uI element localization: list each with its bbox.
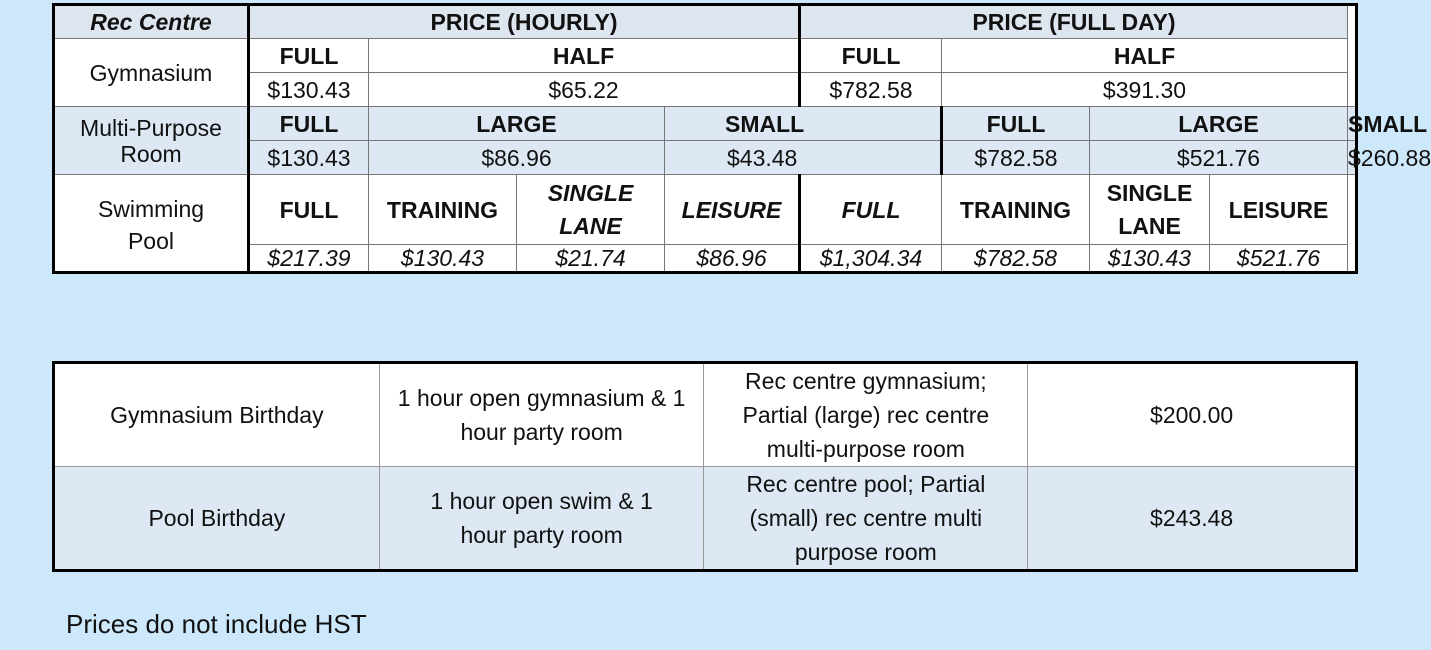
mpr-day-full-price: $782.58 [942,141,1090,175]
mpr-day-full-label: FULL [942,107,1090,141]
rec-centre-header: Rec Centre [54,5,249,39]
pool-hourly-single-line1: SINGLE [547,179,634,206]
mpr-day-large-label: LARGE [1090,107,1348,141]
birthday-row [54,363,1357,467]
gym-hourly-full-price: $130.43 [249,73,369,107]
pool-day-training-label: TRAINING [942,175,1090,245]
mpr-price-row [54,141,1357,175]
pool-hourly-training-label: TRAINING [369,175,517,245]
birthday-includes: 1 hour open swim & 1 hour party room [379,467,704,571]
header-row [54,5,1357,39]
pool-hourly-training-price: $130.43 [369,245,517,273]
mpr-label-row [54,107,1357,141]
gym-price-row [54,73,1357,107]
pool-day-full-label: FULL [800,175,942,245]
gymnasium-label: Gymnasium [54,39,249,107]
pool-price-row [54,245,1357,273]
gym-day-half-label: HALF [942,39,1348,73]
pool-hourly-leisure-label: LEISURE [665,175,800,245]
pool-day-single-lane-label [1090,175,1210,245]
gym-hourly-half-label: HALF [369,39,800,73]
pool-day-full-price: $1,304.34 [800,245,942,273]
birthday-name: Pool Birthday [54,467,380,571]
mpr-hourly-full-price: $130.43 [249,141,369,175]
pool-day-single-lane-price: $130.43 [1090,245,1210,273]
birthday-facilities: Rec centre gymnasium; Partial (large) rec centre multi-purpose room [704,363,1028,467]
mpr-hourly-small-price: $43.48 [665,141,942,175]
birthday-row [54,467,1357,571]
pool-day-single-line2: LANE [1118,212,1181,239]
pool-hourly-single-lane-price: $21.74 [517,245,665,273]
mpr-hourly-small-label: SMALL [665,107,942,141]
birthday-price: $243.48 [1028,467,1357,571]
pool-day-training-price: $782.58 [942,245,1090,273]
pool-hourly-single-line2: LANE [559,212,622,239]
mpr-hourly-full-label: FULL [249,107,369,141]
birthday-facilities: Rec centre pool; Partial (small) rec centre multi purpose room [704,467,1028,571]
hourly-header: PRICE (HOURLY) [249,5,800,39]
gym-hourly-full-label: FULL [249,39,369,73]
full-day-header: PRICE (FULL DAY) [800,5,1348,39]
mpr-label-line2: Room [120,140,182,167]
gym-hourly-half-price: $65.22 [369,73,800,107]
gym-day-half-price: $391.30 [942,73,1348,107]
pool-day-single-line1: SINGLE [1106,179,1193,206]
mpr-label-line1: Multi-Purpose [80,114,222,141]
birthday-name: Gymnasium Birthday [54,363,380,467]
gym-day-full-price: $782.58 [800,73,942,107]
mpr-day-small-price: $260.88 [1348,141,1357,175]
swimming-pool-label [54,175,249,273]
footer-note: Prices do not include HST [66,609,367,639]
pool-hourly-full-price: $217.39 [249,245,369,273]
mpr-hourly-large-price: $86.96 [369,141,665,175]
multi-purpose-label [54,107,249,175]
birthday-table [52,361,1358,572]
gym-label-row [54,39,1357,73]
pool-label-row [54,175,1357,245]
birthday-includes: 1 hour open gymnasium & 1 hour party room [379,363,704,467]
pool-day-leisure-price: $521.76 [1210,245,1348,273]
pool-hourly-leisure-price: $86.96 [665,245,800,273]
gym-day-full-label: FULL [800,39,942,73]
birthday-price: $200.00 [1028,363,1357,467]
mpr-hourly-large-label: LARGE [369,107,665,141]
pool-label-line2: Pool [127,228,175,254]
pool-hourly-full-label: FULL [249,175,369,245]
pool-day-leisure-label: LEISURE [1210,175,1348,245]
price-table [52,3,1431,274]
mpr-day-large-price: $521.76 [1090,141,1348,175]
pool-hourly-single-lane-label [517,175,665,245]
mpr-day-small-label: SMALL [1348,107,1357,141]
pool-label-line1: Swimming [97,196,205,222]
